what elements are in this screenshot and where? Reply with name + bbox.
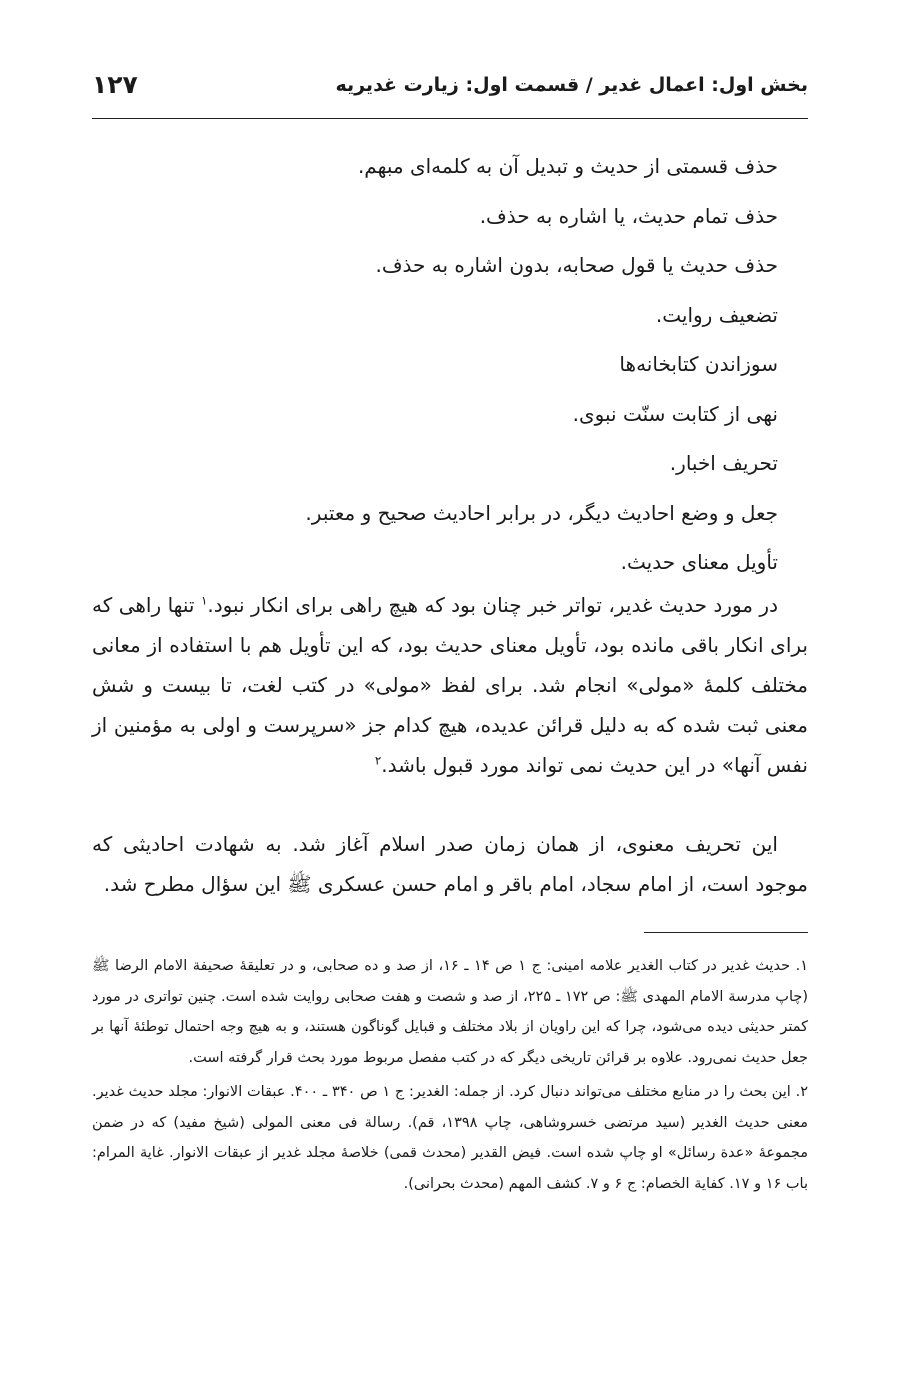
document-page [92, 0, 808, 1390]
list-item: نهی از کتابت سنّت نبوی. [572, 401, 778, 426]
list-item: تضعیف روایت. [655, 302, 778, 327]
header-rule [92, 118, 808, 119]
list-item: حذف حدیث یا قول صحابه، بدون اشاره به حذف. [375, 253, 778, 277]
paragraph-text: این تحریف معنوی، از همان زمان صدر اسلام آغاز شد. به شهادت احادیثی که موجود است، از امام سجاد، امام باقر و امام حسن عسکری ﷺ این سؤال مطرح شد. [92, 832, 808, 896]
header-title: بخش اول: اعمال غدیر / قسمت اول: زیارت غدیریه [335, 74, 808, 96]
footnote-2: ۲. این بحث را در منابع مختلف می‌تواند دنبال کرد. از جمله: الغدیر: ج ۱ ص ۳۴۰ ـ ۴۰۰. عبقات الانوار: مجلد حدیث غدیر. معنی حدیث الغدیر (سید مرتضی خسروشاهی، چاپ ۱۳۹۸، قم). رسالة فی معنی المولی (شیخ مفید) که در ضمن مجموعهٔ «عدة رسائل» او چاپ شده است. فیض القدیر (محدث قمی) خلاصهٔ مجلد غدیر از عبقات الانوار. غایة المرام: باب ۱۶ و ۱۷. کفایة الخصام: ج ۶ و ۷. کشف المهم (محدث بحرانی). [92, 1084, 809, 1192]
list-item: تحریف اخبار. [669, 451, 778, 475]
body-paragraph-1 [92, 585, 808, 785]
footnotes [92, 951, 808, 1199]
list-item: حذف قسمتی از حدیث و تبدیل آن به کلمه‌ای مبهم. [357, 154, 778, 178]
footnote-ref-1[interactable]: ۱ [200, 593, 208, 608]
paragraph-text: تنها راهی که برای انکار باقی مانده بود، تأویل معنای حدیث بود، که این تأویل هم با استفاده از معانی مختلف کلمهٔ «مولی» انجام شد. برای لفظ «مولی» در کتب لغت، تا بیست و شش معنی ثبت شده که به دلیل قرائن عدیده، هیچ کدام جز «سرپرست و اولی به مؤمنین از نفس آنها» در این حدیث نمی تواند مورد قبول باشد. [92, 593, 808, 777]
list-item: تأویل معنای حدیث. [620, 550, 778, 574]
distortion-methods-list [92, 142, 778, 588]
list-item: جعل و وضع احادیث دیگر، در برابر احادیث صحیح و معتبر. [305, 500, 778, 525]
paragraph-text: در مورد حدیث غدیر، تواتر خبر چنان بود که هیچ راهی برای انکار نبود. [207, 593, 778, 617]
page-number: ۱۲۷ [92, 70, 138, 99]
footnote-separator [644, 932, 808, 933]
footnote-1: ۱. حدیث غدیر در کتاب الغدیر علامه امینی: ج ۱ ص ۱۴ ـ ۱۶، از صد و ده صحابی، و در تعلیقهٔ صحیفة الامام الرضا ﷺ (چاپ مدرسة الامام المهدی ﷺ: ص ۱۷۲ ـ ۲۲۵، از صد و شصت و هفت صحابی روایت شده است. چنین تواتری در مورد کمتر حدیثی دیده می‌شود، چرا که این راویان از بلاد مختلف و قبایل گوناگون هستند، و به هیچ وجه احتمال توطئهٔ آنها بر جعل حدیث نمی‌رود. علاوه بر قرائن تاریخی دیگر که در کتب مفصل مربوط مورد بحث قرار گرفته است. [92, 958, 809, 1066]
list-item: سوزاندن کتابخانه‌ها [619, 352, 778, 376]
running-header [92, 70, 808, 114]
footnote-ref-2[interactable]: ۲ [374, 753, 382, 768]
body-paragraph-2 [92, 824, 808, 904]
list-item: حذف تمام حدیث، یا اشاره به حذف. [479, 203, 778, 228]
